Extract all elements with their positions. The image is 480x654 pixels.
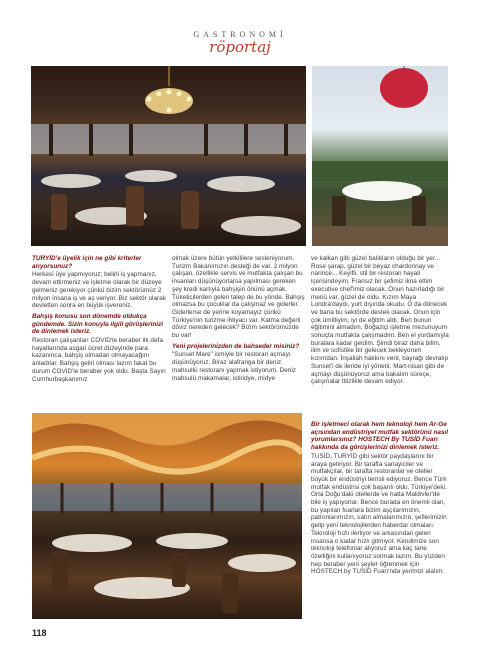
article-column-4 (311, 421, 449, 579)
interview-question: TURYİD'e üyelik için ne gibi kriterler arıyorsunuz? (32, 255, 142, 270)
interview-answer: "Sunset Mare" ismiyle bir restoran açmayı düşünüyoruz. Biraz alafranga bir deniz mahsullü restoranı yapmak istiyorum. Deniz mahsulü makamalar, istiridye, midye (172, 351, 296, 382)
interview-answer: TUSİD, TURYİD gibi sektör paydaşlarını bir araya getiriyor. Bir tarafta sanayiciler ve mutfakçılar, bir tarafta restoranlar ve oteller büyük bir endüstriyi temsil ediyoruz. Bence Türk mutfak endüstrisi çok başarılı oldu. Türkiye'deki, Orta Doğu'daki otellerde ve hatta Maldivler'de bile iş yapıyorlar. Bence burada en önemli olan, bu yapılan fuarlara bizim aşçılarımızın, patronlarımızın, satın almalarımızın, şeflerimizin gelip yeni teknolojilerden haberdar olmaları. Teknoloji hızlı ilerliyor ve arkasından gelen insansa o kadar hızlı gitmiyor. Kendimize son teknoloji telefonlar alıyoruz ama kaç tane özelliğini kullanıyoruz sormak lazım. Bu yüzden hep beraber yeni şeyler öğrenmek için HOSTECH by TUSİD Fuarı'nda yerimizi alalım. (311, 452, 447, 576)
interview-answer: ve kalkan gibi güzel balıkların olduğu bir yer... Rose şarap, güzel bir beyaz chardonnay ve narince... Keyifli, stil bir restoran hayali içerisindeyim. Fransız bir şefimiz ikna ettim executive chef'imiz olacak. Onun hazırladığı bir menü var, güzel de oldu. Kızım Maya Londra'daydı, yurt dışında okudu. O da dönecek ve bana bu sektörde destek olacak. Onun için çok ümitliyim, iyi de eğitim aldı. Ben bunun eğitimini almadım, Boğaziçi işletme mezunuyum sonuçta mutfakta çalışmadım. Ben el yordamıyla buralara kadar geldim. Şimdi biraz daha bilim, ilim ve sofistike bir gelecek bekleyorum kızımdan. İnşallah hakkını verir, bayrağı devralıp Sunset'i de ileride iyi yönetir. Mart-nisan gibi de açmayı düşünüyoruz ama bakalım süreçe, çalışmalar titizlikle devam ediyor. (311, 255, 449, 386)
interview-question: Bahşiş konusu son dönemde oldukça gündemde. Sizin konuyla ilgili görüşlerinizi de dinlemek isteriz. (32, 312, 164, 336)
page-number: 118 (32, 628, 47, 638)
section-title: GASTRONOMİ (193, 30, 287, 39)
interview-answer: olmak üzere bütün yetkililere sesleniyorum, Turizm Bakanımızın desteği de var. 2 milyon çalışan, özellikle servis ve mutfakta çalışan bu insanları düşünüyorlarsa yapılması gereken şey kredi kartıyla bahşişin önünü açmak. Tüketicilerden gelen talep de bu yönde. Bahşiş olmazsa bu çocuklar da çalışmaz ve giderler. Giderlerse de yerine koyamayız çünkü Türkiye'nin turizme ihtiyacı var. Katma değerli döviz nereden gelecek? Bizim sektörümüzde bu var! (172, 255, 305, 340)
terrace-photo (312, 66, 448, 246)
category-tag: röportaj (209, 38, 271, 56)
article-column-3 (311, 255, 449, 389)
terrace-illustration (312, 66, 448, 246)
interview-answer: Restoran çalışanları COVID'le beraber ilk defa hayatlarında asgari ücret düzeyinde para kazanınca, bahşiş olmadan olmayacağını anladılar. Bahşiş geliri olması lazım fakat bu durum COVID'le beraber yok oldu. Başta Sayın Cumhurbaşkanımız (32, 337, 166, 383)
restaurant-interior-illustration (31, 66, 306, 246)
article-column-2 (172, 255, 305, 385)
dining-room-illustration (32, 413, 302, 619)
interview-question: Bir işletmeci olarak hem teknoloji hem Ar-Ge açısından endüstriyel mutfak sektörünü nasıl yorumlarsınız? HOSTECH By TUSİD Fuarı hakkında da görüşlerinizi dinlemek isteriz. (311, 421, 449, 452)
dining-room-photo (32, 413, 302, 619)
article-column-1 (32, 255, 167, 386)
restaurant-interior-photo (31, 66, 306, 246)
interview-question: Yeni projelerinizden de bahseder misiniz? (172, 342, 300, 350)
interview-answer: Herkesi üye yapmıyoruz; belirli iş yapmanız, devam ettirmeniz ve işletme olarak bir düzeye gelmeniz gerekiyor çünkü bizim sektörümüz 2 milyon insana iş ve aş veriyor. Biz sektör olarak devletten sonra en büyük işvereniz. (32, 271, 166, 310)
